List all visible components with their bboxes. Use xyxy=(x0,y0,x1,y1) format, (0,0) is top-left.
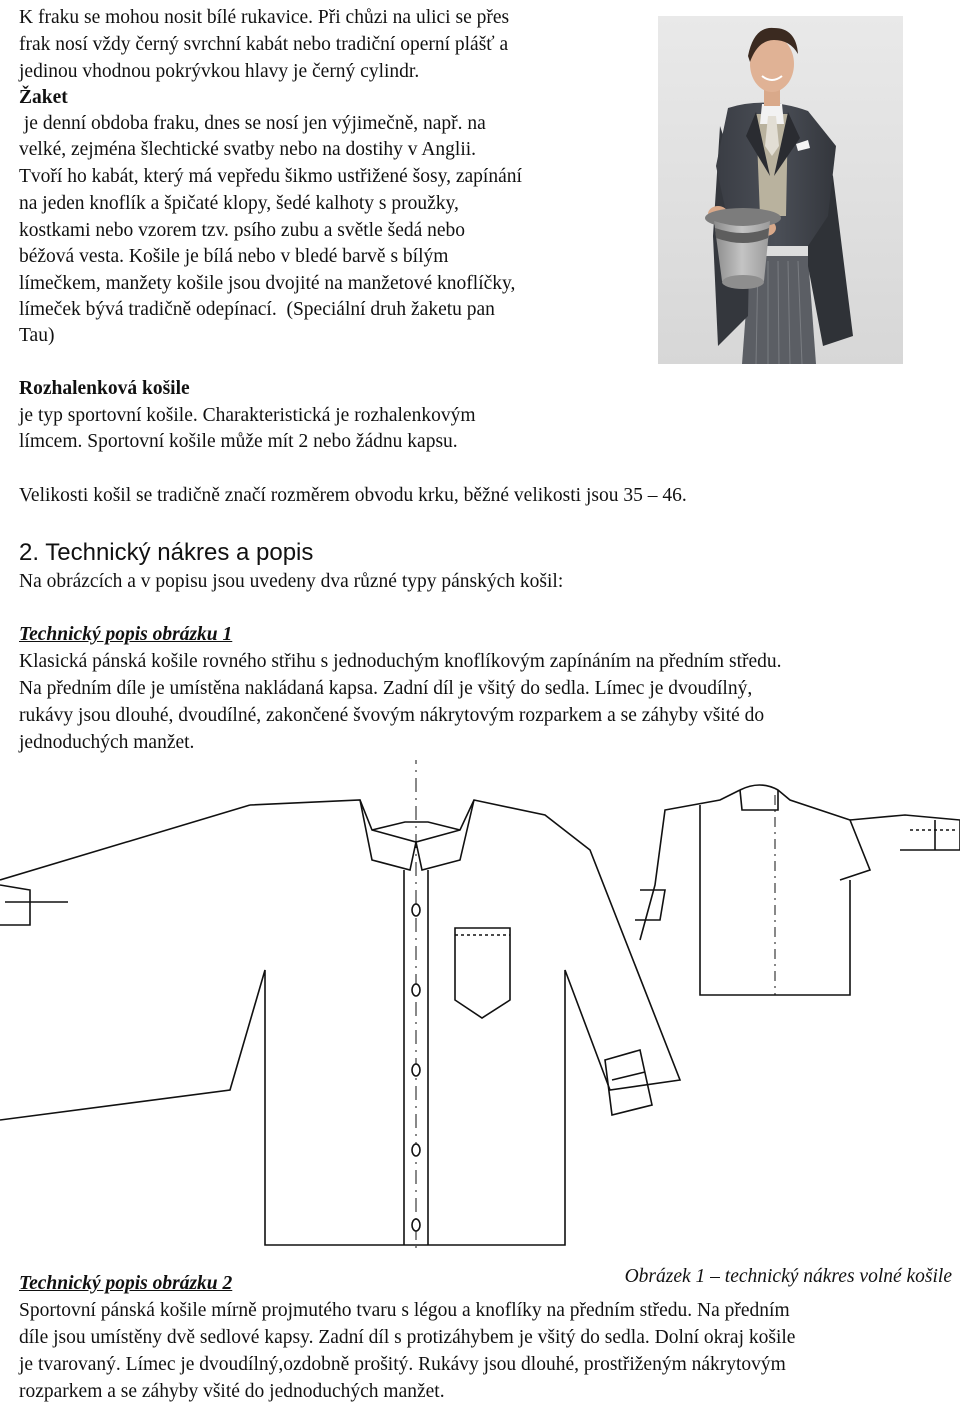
popis-2-line-1: Sportovní pánská košile mírně projmutého tvaru s légou a knoflíky na předním středu. Na předním xyxy=(19,1300,790,1321)
rozhalenkova-line-2: límcem. Sportovní košile může mít 2 nebo žádnu kapsu. xyxy=(19,431,458,452)
zaket-line-8: límeček bývá tradičně odepínací. (Speciální druh žaketu pan xyxy=(19,299,495,320)
figure-1-caption: Obrázek 1 – technický nákres volné košile xyxy=(624,1265,952,1287)
zaket-line-2: velké, zejména šlechtické svatby nebo na dostihy v Anglii. xyxy=(19,139,477,160)
section-2-heading: 2. Technický nákres a popis xyxy=(19,539,314,566)
zaket-line-9: Tau) xyxy=(19,325,55,346)
popis-1-line-4: jednoduchých manžet. xyxy=(19,732,195,753)
popis-2-line-2: díle jsou umístěny dvě sedlové kapsy. Zadní díl s protizáhybem je všitý do sedla. Dolní okraj košile xyxy=(19,1327,796,1348)
zaket-line-6: béžová vesta. Košile je bílá nebo v bledé barvě s bílým xyxy=(19,246,449,267)
popis-1-line-3: rukávy jsou dlouhé, dvoudílné, zakončené švovým nákrytovým rozparkem a se záhyby všité do xyxy=(19,705,765,726)
zaket-line-5: kostkami nebo vzorem tzv. psího zubu a světle šedá nebo xyxy=(19,220,466,241)
sizes-text: Velikosti košil se tradičně značí rozměrem obvodu krku, běžné velikosti jsou 35 – 46. xyxy=(19,485,687,506)
zaket-line-7: límečkem, manžety košile jsou dvojité na manžetové knoflíčky, xyxy=(19,273,516,294)
section-2-intro: Na obrázcích a v popisu jsou uvedeny dva různé typy pánských košil: xyxy=(19,571,564,592)
intro-line-2: frak nosí vždy černý svrchní kabát nebo tradiční operní plášť a xyxy=(19,34,509,55)
zaket-line-3: Tvoří ho kabát, který má vepředu šikmo ustřižené šosy, zapínání xyxy=(19,166,522,187)
zaket-title: Žaket xyxy=(19,87,68,108)
rozhalenkova-title: Rozhalenková košile xyxy=(19,378,190,399)
popis-1-title: Technický popis obrázku 1 xyxy=(19,624,233,645)
popis-1-line-1: Klasická pánská košile rovného střihu s jednoduchým knoflíkovým zapínáním na předním středu. xyxy=(19,651,782,672)
zaket-line-1: je denní obdoba fraku, dnes se nosí jen výjimečně, např. na xyxy=(19,113,486,134)
popis-2-line-4: rozparkem a se záhyby všité do jednoduchých manžet. xyxy=(19,1381,445,1402)
intro-line-1: K fraku se mohou nosit bílé rukavice. Při chůzi na ulici se přes xyxy=(19,7,510,28)
popis-1-line-2: Na předním díle je umístěna nakládaná kapsa. Zadní díl je všitý do sedla. Límec je dvoudílný, xyxy=(19,678,753,699)
rozhalenkova-line-1: je typ sportovní košile. Charakteristická je rozhalenkovým xyxy=(19,405,476,426)
popis-2-line-3: je tvarovaný. Límec je dvoudílný,ozdobně prošitý. Rukávy jsou dlouhé, prostřiženým nákrytovým xyxy=(19,1354,786,1375)
shirt-technical-drawing xyxy=(0,760,960,1250)
zaket-line-4: na jeden knoflík a špičaté klopy, šedé kalhoty s proužky, xyxy=(19,193,459,214)
intro-line-3: jedinou vhodnou pokrývkou hlavy je černý cylindr. xyxy=(19,61,420,82)
morning-coat-photo xyxy=(658,16,903,364)
popis-2-title: Technický popis obrázku 2 xyxy=(19,1273,233,1294)
